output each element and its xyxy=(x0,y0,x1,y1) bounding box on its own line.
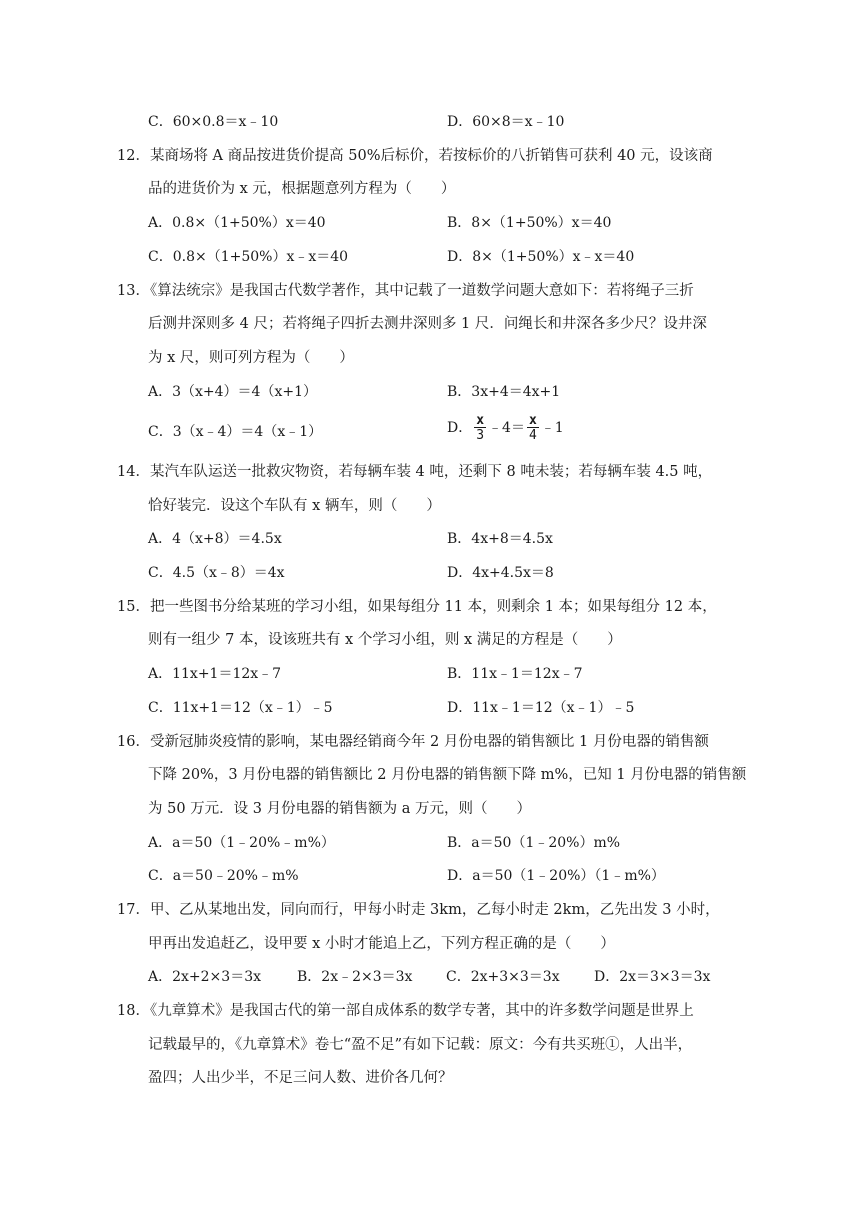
q12-stem-line1: 12．某商场将 A 商品按进货价提高 50%后标价，若按标价的八折销售可获利 40 元，设该商 xyxy=(117,148,713,164)
fraction-denominator: 3 xyxy=(476,428,485,443)
q14-stem-line2: 恰好装完．设这个车队有 x 辆车，则（ ） xyxy=(148,498,441,514)
fraction-denominator: 4 xyxy=(528,428,537,443)
q15-option-a: A．11x+1＝12x﹣7 xyxy=(148,666,282,682)
q17-option-b: B．2x﹣2×3＝3x xyxy=(297,969,413,985)
q15-option-c: C．11x+1＝12（x﹣1）﹣5 xyxy=(148,700,333,716)
q16-stem-line1: 16．受新冠肺炎疫情的影响，某电器经销商今年 2 月份电器的销售额比 1 月份电器的销售额 xyxy=(117,734,709,750)
q16-option-d: D．a＝50（1﹣20%）（1﹣m%） xyxy=(447,868,665,884)
q18-stem-line2: 记载最早的，《九章算术》卷七“盈不足”有如下记载：原文：今有共买班①，人出半， xyxy=(148,1037,693,1053)
q14-option-b: B．4x+8＝4.5x xyxy=(447,531,553,547)
q17-option-d: D．2x＝3×3＝3x xyxy=(594,969,711,985)
q13-option-c: C．3（x﹣4）＝4（x﹣1） xyxy=(148,424,323,440)
q14-option-c: C．4.5（x﹣8）＝4x xyxy=(148,565,285,581)
q16-stem-line2: 下降 20%，3 月份电器的销售额比 2 月份电器的销售额下降 m%，已知 1 月份电器的销售额 xyxy=(148,767,747,783)
q16-option-a: A．a＝50（1﹣20%﹣m%） xyxy=(148,835,335,851)
q12-stem-line2: 品的进货价为 x 元，根据题意列方程为（ ） xyxy=(148,181,456,197)
q16-option-c: C．a＝50﹣20%﹣m% xyxy=(148,868,299,884)
q11-option-c: C．60×0.8＝x﹣10 xyxy=(148,114,279,130)
q15-stem-line1: 15．把一些图书分给某班的学习小组，如果每组分 11 本，则剩余 1 本；如果每组分 12 本， xyxy=(117,599,717,615)
q13-stem-line2: 后测井深则多 4 尺；若将绳子四折去测井深则多 1 尺．问绳长和井深各多少尺？设井深 xyxy=(148,316,707,332)
q13-option-d-suffix: ﹣1 xyxy=(540,420,564,436)
q15-option-d: D．11x﹣1＝12（x﹣1）﹣5 xyxy=(447,700,635,716)
q13-option-d xyxy=(447,414,564,442)
fraction-x-over-3 xyxy=(474,414,486,442)
q12-option-d: D．8×（1+50%）x﹣x＝40 xyxy=(447,249,635,265)
q13-stem-line1: 13．《算法统宗》是我国古代数学著作，其中记载了一道数学问题大意如下：若将绳子三折 xyxy=(117,283,694,299)
q13-stem-line3: 为 x 尺，则可列方程为（ ） xyxy=(148,350,354,366)
q17-stem-line2: 甲再出发追赶乙，设甲要 x 小时才能追上乙，下列方程正确的是（ ） xyxy=(148,936,615,952)
q13-option-b: B．3x+4＝4x+1 xyxy=(447,384,561,400)
q14-stem-line1: 14．某汽车队运送一批救灾物资，若每辆车装 4 吨，还剩下 8 吨未装；若每辆车装 4.5 吨， xyxy=(117,464,713,480)
q18-stem-line3: 盈四；人出少半，不足三问人数、进价各几何？ xyxy=(148,1070,453,1086)
q17-stem-line1: 17．甲、乙从某地出发，同向而行，甲每小时走 3km，乙每小时走 2km，乙先出发 3 小时， xyxy=(117,902,720,918)
q13-option-a: A．3（x+4）＝4（x+1） xyxy=(148,384,317,400)
q13-option-d-prefix: D． xyxy=(447,420,473,436)
fraction-x-over-4 xyxy=(527,414,539,442)
q16-stem-line3: 为 50 万元．设 3 月份电器的销售额为 a 万元，则（ ） xyxy=(148,801,531,817)
q17-option-c: C．2x+3×3＝3x xyxy=(446,969,560,985)
q13-option-d-middle: ﹣4＝ xyxy=(488,420,525,436)
q14-option-d: D．4x+4.5x＝8 xyxy=(447,565,554,581)
fraction-numerator: x xyxy=(528,413,537,428)
q15-option-b: B．11x﹣1＝12x﹣7 xyxy=(447,666,583,682)
q15-stem-line2: 则有一组少 7 本，设该班共有 x 个学习小组，则 x 满足的方程是（ ） xyxy=(148,632,622,648)
q16-option-b: B．a＝50（1﹣20%）m% xyxy=(447,835,621,851)
q17-option-a: A．2x+2×3＝3x xyxy=(148,969,261,985)
q18-stem-line1: 18．《九章算术》是我国古代的第一部自成体系的数学专著，其中的许多数学问题是世界上 xyxy=(117,1003,694,1019)
q11-option-d: D．60×8＝x﹣10 xyxy=(447,114,565,130)
q12-option-a: A．0.8×（1+50%）x＝40 xyxy=(148,215,326,231)
q14-option-a: A．4（x+8）＝4.5x xyxy=(148,531,282,547)
q12-option-c: C．0.8×（1+50%）x﹣x＝40 xyxy=(148,249,349,265)
fraction-numerator: x xyxy=(476,413,485,428)
q12-option-b: B．8×（1+50%）x＝40 xyxy=(447,215,612,231)
